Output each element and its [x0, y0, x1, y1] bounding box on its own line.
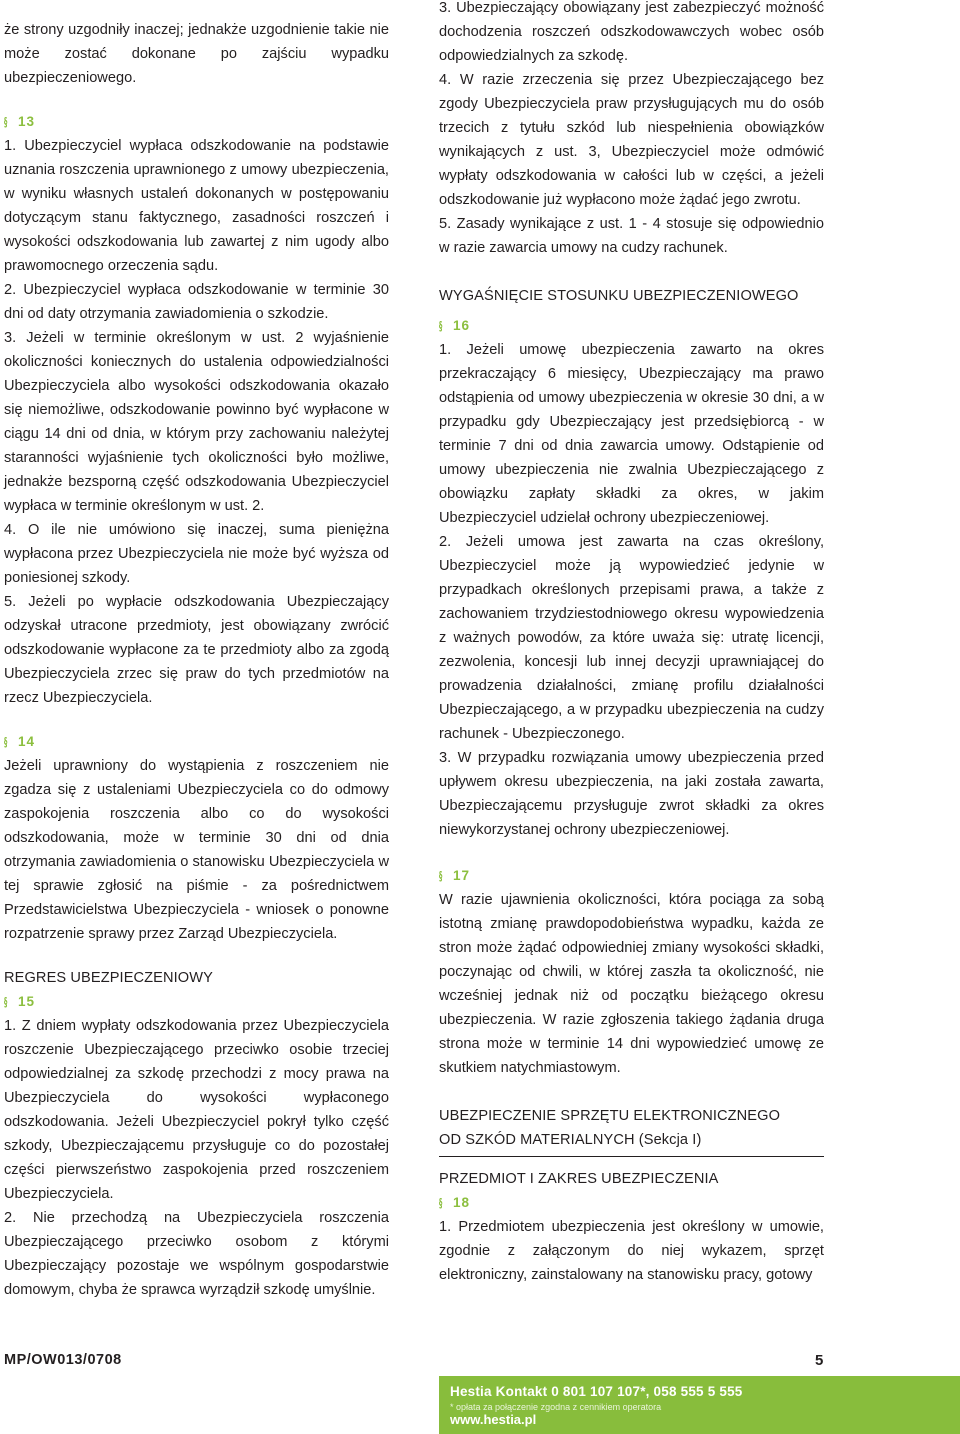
section-heading: UBEZPIECZENIE SPRZĘTU ELEKTRONICZNEGO: [439, 1108, 781, 1124]
page-number: 5: [815, 1352, 824, 1369]
paragraph: 4. W razie zrzeczenia się przez Ubezpieczającego bez zgody Ubezpieczyciela praw przysługujących mu do osób trzecich z tytułu szkód lub niespełnienia obowiązków wynikających z ust. 3, Ubezpieczyciel może odmówić wypłaty odszkodowania w całości lub w części, a jeżeli odszkodowanie już wypłacono może żądać jego zwrotu.: [439, 72, 824, 208]
section-sign-icon: §: [439, 1196, 443, 1210]
section-sign-icon: §: [4, 735, 8, 749]
section-heading: REGRES UBEZPIECZENIOWY: [4, 970, 213, 986]
section-number: [4, 730, 389, 754]
paragraph: 4. O ile nie umówiono się inaczej, suma pieniężna wypłacona przez Ubezpieczyciela nie może być wyższa od poniesionej szkody.: [4, 522, 389, 586]
paragraph: 2. Nie przechodzą na Ubezpieczyciela roszczenia Ubezpieczającego przeciwko osobom z którymi Ubezpieczający pozostaje we wspólnym gospodarstwie domowym, chyba że sprawca wyrządził szkodę umyślnie.: [4, 1210, 389, 1298]
section-number-label: 17: [453, 868, 471, 883]
section-sign-icon: §: [4, 995, 8, 1009]
section-number: [439, 1191, 824, 1215]
paragraph: że strony uzgodniły inaczej; jednakże uzgodnienie takie nie może zostać dokonane po zajściu wypadku ubezpieczeniowego.: [4, 22, 389, 86]
paragraph: 3. Jeżeli w terminie określonym w ust. 2 wyjaśnienie okoliczności koniecznych do ustalenia odpowiedzialności Ubezpieczyciela albo wysokości odszkodowania okazało się niemożliwe, odszkodowanie powinno być wypłacone w ciągu 14 dni od dnia, w którym przy zachowaniu należytej staranności wyjaśnienie tych okoliczności było możliwe, jednakże bezsporną część odszkodowania Ubezpieczyciel wypłaca w terminie określonym w ust. 2.: [4, 330, 389, 514]
website-link[interactable]: www.hestia.pl: [450, 1412, 537, 1427]
section-number: [4, 990, 389, 1014]
section-number-label: 16: [453, 318, 471, 333]
section-number-label: 14: [18, 734, 36, 749]
paragraph: 3. W przypadku rozwiązania umowy ubezpieczenia przed upływem okresu ubezpieczenia, na jaki została zawarta, Ubezpieczającemu przysługuje zwrot składki za okres niewykorzystanej ochrony ubezpieczeniowej.: [439, 750, 824, 838]
paragraph: Jeżeli uprawniony do wystąpienia z roszczeniem nie zgadza się z ustaleniami Ubezpieczyciela co do odmowy zaspokojenia roszczenia albo co do wysokości odszkodowania, może w terminie 30 dni od dnia otrzymania zawiadomienia o stanowisku Ubezpieczyciela w tej sprawie zgłosić na piśmie - za pośrednictwem Przedstawicielstwa Ubezpieczyciela - wniosek o ponowne rozpatrzenie sprawy przez Zarząd Ubezpieczyciela.: [4, 758, 389, 942]
contact-note: * opłata za połączenie zgodna z cennikiem operatora: [450, 1402, 662, 1412]
paragraph: 1. Ubezpieczyciel wypłaca odszkodowanie na podstawie uznania roszczenia uprawnionego z umowy ubezpieczenia, w wyniku własnych ustaleń dokonanych w postępowaniu dotyczącym stanu faktycznego, zasadności roszczeń i wysokości odszkodowania lub zawartej z nim ugody albo prawomocnego orzeczenia sądu.: [4, 138, 389, 274]
section-sign-icon: §: [439, 869, 443, 883]
section-number: [4, 110, 389, 134]
section-sign-icon: §: [4, 115, 8, 129]
section-number-label: 15: [18, 994, 36, 1009]
divider: [439, 1156, 824, 1157]
section-number: [439, 314, 824, 338]
section-heading: PRZEDMIOT I ZAKRES UBEZPIECZENIA: [439, 1171, 719, 1187]
paragraph: 1. Z dniem wypłaty odszkodowania przez Ubezpieczyciela roszczenie Ubezpieczającego przeciwko osobie trzeciej odpowiedzialnej za szkodę przechodzi z mocy prawa na Ubezpieczyciela do wysokości wypłaconego odszkodowania. Jeżeli Ubezpieczyciel pokrył tylko część szkody, Ubezpieczającemu przysługuje co do pozostałej części pierwszeństwo zaspokojenia przed roszczeniem Ubezpieczyciela.: [4, 1018, 389, 1202]
paragraph: 1. Jeżeli umowę ubezpieczenia zawarto na okres przekraczający 6 miesięcy, Ubezpieczający ma prawo odstąpienia od umowy ubezpieczenia w okresie 30 dni, a w przypadku gdy Ubezpieczający jest przedsiębiorcą - w terminie 7 dni od dnia zawarcia umowy. Odstąpienie od umowy ubezpieczenia nie zwalnia Ubezpieczającego z obowiązku zapłaty składki za okres, w jakim Ubezpieczyciel udzielał ochrony ubezpieczeniowej.: [439, 342, 824, 526]
paragraph: 1. Przedmiotem ubezpieczenia jest określony w umowie, zgodnie z załączonym do niej wykazem, sprzęt elektroniczny, zainstalowany na stanowisku pracy, gotowy: [439, 1219, 824, 1283]
section-sign-icon: §: [439, 319, 443, 333]
paragraph: 5. Jeżeli po wypłacie odszkodowania Ubezpieczający odzyskał utracone przedmioty, jest obowiązany zwrócić odszkodowanie wypłacone za te przedmioty albo za zgodą Ubezpieczyciela zrzec się praw do tych przedmiotów na rzecz Ubezpieczyciela.: [4, 594, 389, 706]
document-code: MP/OW013/0708: [4, 1352, 122, 1368]
right-column: [439, 0, 824, 1287]
left-column: [4, 0, 389, 1302]
paragraph: 2. Ubezpieczyciel wypłaca odszkodowanie w terminie 30 dni od daty otrzymania zawiadomienia o szkodzie.: [4, 282, 389, 322]
section-number-label: 18: [453, 1195, 471, 1210]
paragraph: W razie ujawnienia okoliczności, która pociąga za sobą istotną zmianę prawdopodobieństwa wypadku, każda ze stron może żądać odpowiedniej zmiany wysokości składki, poczynając od chwili, w której zaszła ta okoliczność, nie wcześniej jednak niż od początku bieżącego okresu ubezpieczenia. W razie zgłoszenia takiego żądania druga strona może w terminie 14 dni wypowiedzieć umowę ze skutkiem natychmiastowym.: [439, 892, 824, 1076]
contact-phone: Hestia Kontakt 0 801 107 107*, 058 555 5 555: [450, 1384, 743, 1399]
paragraph: 3. Ubezpieczający obowiązany jest zabezpieczyć możność dochodzenia roszczeń odszkodowawczych wobec osób odpowiedzialnych za szkodę.: [439, 0, 824, 64]
paragraph: 2. Jeżeli umowa jest zawarta na czas określony, Ubezpieczyciel może ją wypowiedzieć jedynie w przypadkach określonych przepisami prawa, a także z zachowaniem trzydziestodniowego okresu wypowiedzenia z ważnych powodów, za które uważa się: utratę licencji, zezwolenia, koncesji lub innej decyzji uprawniającej do prowadzenia działalności, zmianę profilu działalności Ubezpieczającego, a w przypadku ubezpieczenia na cudzy rachunek - Ubezpieczonego.: [439, 534, 824, 742]
section-number: [439, 864, 824, 888]
contact-bar: [439, 1376, 960, 1434]
section-heading: WYGAŚNIĘCIE STOSUNKU UBEZPIECZENIOWEGO: [439, 288, 799, 304]
section-number-label: 13: [18, 114, 36, 129]
paragraph: 5. Zasady wynikające z ust. 1 - 4 stosuje się odpowiednio w razie zawarcia umowy na cudzy rachunek.: [439, 216, 824, 256]
section-heading: OD SZKÓD MATERIALNYCH (Sekcja I): [439, 1132, 702, 1148]
